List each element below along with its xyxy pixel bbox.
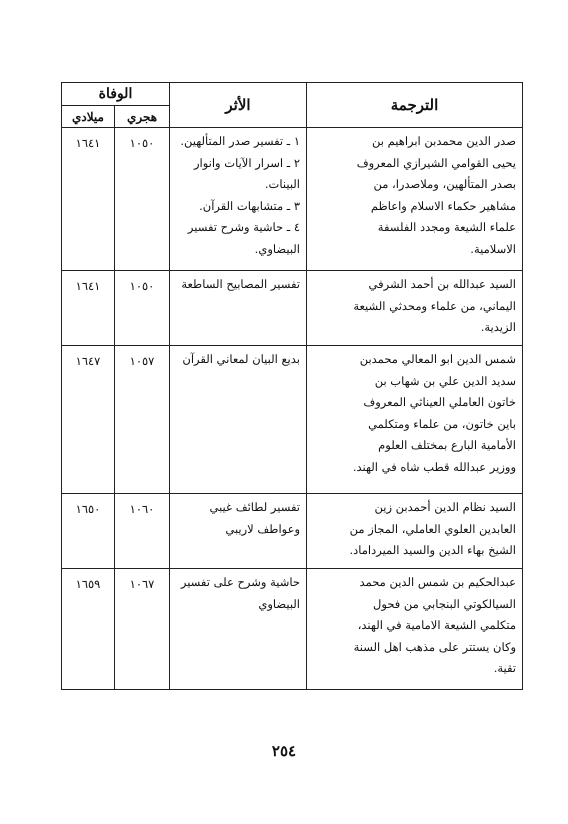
header-hijri: هجري bbox=[115, 106, 170, 128]
bio-line: الشيخ بهاء الدين والسيد الميرداماد. bbox=[349, 543, 516, 557]
bio-line: السيد عبدالله بن أحمد الشرفي bbox=[368, 277, 516, 291]
bio-cell bbox=[307, 494, 523, 569]
miladi-year: ١٦٤٧ bbox=[62, 346, 115, 494]
hijri-year: ١٠٦٧ bbox=[115, 569, 170, 690]
biography-table bbox=[61, 82, 523, 690]
work-line: ١ ـ تفسير صدر المتألهين. bbox=[180, 134, 300, 148]
work-line: حاشية وشرح على تفسير bbox=[180, 575, 300, 589]
work-line: بديع البيان لمعاني القرآن bbox=[182, 352, 300, 366]
bio-line: باين خاتون، من علماء ومتكلمي bbox=[368, 416, 516, 431]
bio-cell bbox=[307, 569, 523, 690]
header-wafat: الوفاة bbox=[62, 83, 170, 106]
bio-line: يحيى القوامي الشيرازي المعروف bbox=[356, 155, 516, 170]
work-line: البيضاوي. bbox=[254, 241, 300, 256]
bio-line: السيالكوتي البنجابي من فحول bbox=[373, 596, 516, 611]
bio-line: صدر الدين محمدبن ابراهيم بن bbox=[372, 134, 516, 148]
header-miladi: ميلادي bbox=[62, 106, 115, 128]
bio-line: علماء الشيعة ومجدد الفلسفة bbox=[377, 220, 516, 234]
works-cell bbox=[170, 128, 307, 271]
bio-line: شمس الدين ابو المعالي محمدبن bbox=[359, 352, 516, 366]
hijri-year: ١٠٥٠ bbox=[115, 128, 170, 271]
bio-line: الزيدية. bbox=[480, 320, 516, 334]
header-tarjama: الترجمة bbox=[307, 83, 523, 128]
work-line: وعواطف لاريبي bbox=[225, 521, 300, 536]
work-line: ٢ ـ اسرار الآيات وانوار bbox=[193, 155, 300, 170]
work-line: البينات. bbox=[264, 177, 300, 191]
work-line: تفسير لطائف غيبي bbox=[209, 500, 300, 514]
hijri-year: ١٠٥٧ bbox=[115, 346, 170, 494]
bio-line: الاسلامية. bbox=[470, 241, 516, 256]
bio-line: وكان يستتر على مذهب اهل السنة bbox=[353, 639, 516, 654]
miladi-year: ١٦٤١ bbox=[62, 128, 115, 271]
table-row bbox=[62, 128, 523, 271]
miladi-year: ١٦٥٩ bbox=[62, 569, 115, 690]
work-line: تفسير المصابيح الساطعة bbox=[181, 277, 300, 291]
miladi-year: ١٦٤١ bbox=[62, 271, 115, 346]
bio-line: خاتون العاملي العيناثي المعروف bbox=[363, 395, 516, 409]
works-cell bbox=[170, 346, 307, 494]
work-line: البيضاوي bbox=[258, 596, 300, 611]
bio-cell bbox=[307, 128, 523, 271]
hijri-year: ١٠٥٠ bbox=[115, 271, 170, 346]
bio-line: اليماني، من علماء ومحدثي الشيعة bbox=[353, 298, 516, 313]
bio-line: الأمامية البارع بمختلف العلوم bbox=[378, 438, 516, 452]
bio-cell bbox=[307, 271, 523, 346]
bio-line: ووزير عبدالله قطب شاه في الهند. bbox=[352, 459, 516, 474]
table-row bbox=[62, 569, 523, 690]
bio-line: تقية. bbox=[493, 661, 516, 675]
work-line: ٣ ـ متشابهات القرآن. bbox=[199, 198, 300, 213]
table-row bbox=[62, 494, 523, 569]
header-athar: الأثر bbox=[170, 83, 307, 128]
table-body bbox=[62, 128, 523, 690]
miladi-year: ١٦٥٠ bbox=[62, 494, 115, 569]
bio-line: بصدر المتألهين، وملاصدرا، من bbox=[373, 177, 516, 191]
bio-line: مشاهير حكماء الاسلام واعاظم bbox=[370, 198, 516, 213]
works-cell bbox=[170, 271, 307, 346]
page-number: ٢٥٤ bbox=[271, 742, 297, 760]
hijri-year: ١٠٦٠ bbox=[115, 494, 170, 569]
works-cell bbox=[170, 494, 307, 569]
bio-line: متكلمي الشيعة الامامية في الهند، bbox=[357, 618, 516, 632]
table-row bbox=[62, 271, 523, 346]
bio-line: سديد الدين علي بن شهاب بن bbox=[374, 373, 516, 388]
bio-line: عبدالحكيم بن شمس الدين محمد bbox=[359, 575, 516, 589]
work-line: ٤ ـ حاشية وشرح تفسير bbox=[187, 220, 300, 234]
bio-line: السيد نظام الدين أحمدبن زين bbox=[374, 500, 516, 514]
works-cell bbox=[170, 569, 307, 690]
bio-cell bbox=[307, 346, 523, 494]
table-row bbox=[62, 346, 523, 494]
bio-line: العابدين العلوي العاملي، المجاز من bbox=[349, 521, 516, 536]
